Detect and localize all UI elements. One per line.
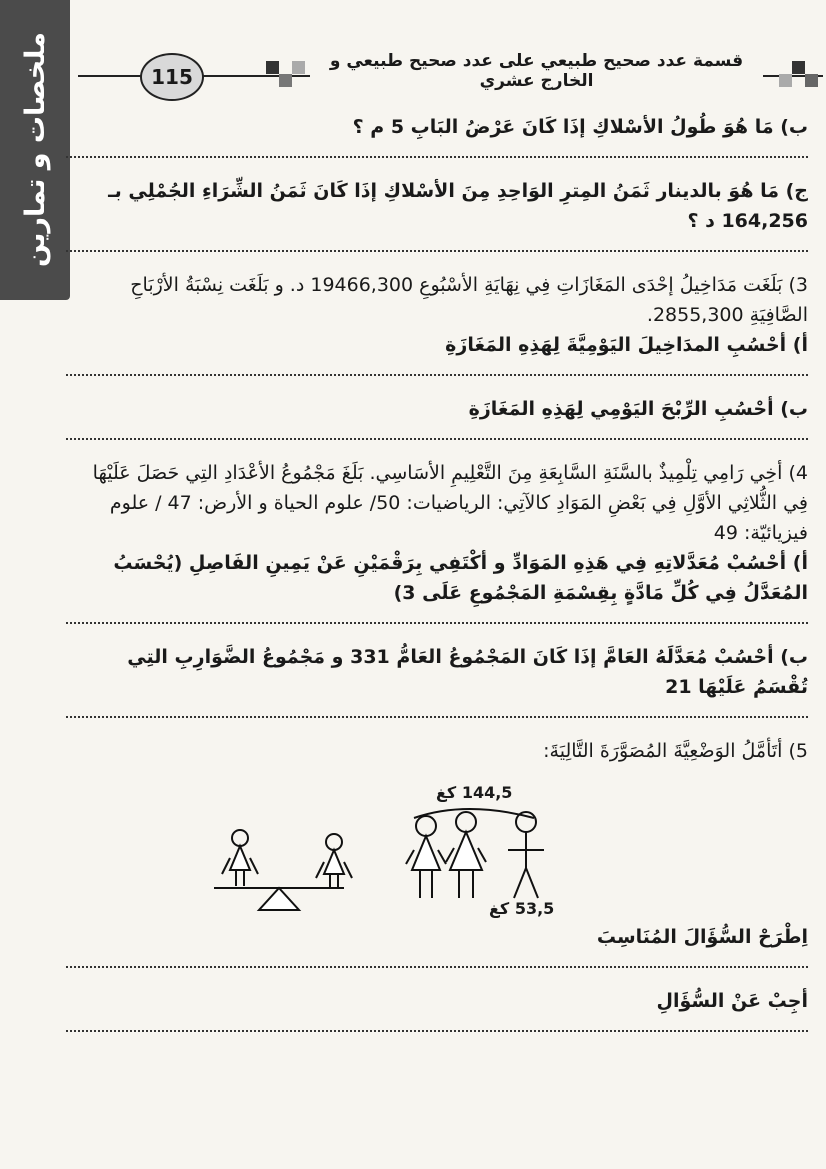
child-left-dress: [230, 846, 250, 870]
answer-line: [66, 716, 808, 718]
q3-part-b: ب) أحْسُبِ الرِّبْحَ اليَوْمِي لِهَذِهِ المَغَازَةِ: [468, 398, 808, 421]
answer-line: [66, 438, 808, 440]
q2-part-c: ج) مَا هُوَ بالدينار ثَمَنُ المِترِ الوَاحِدِ مِنَ الأسْلاكِ إذَا كَانَ ثَمَنُ الشِّرَاءِ الجُمْلِي بـ 164,256 د ؟: [108, 180, 808, 233]
page-number: 115: [151, 65, 193, 89]
page-number-badge: [140, 53, 204, 101]
q4-part-b: ب) أحْسُبْ مُعَدَّلَهُ العَامَّ إذَا كَانَ المَجْمُوعُ العَامُّ 331 و مَجْمُوعُ الضَّوَارِبِ التِي تُقْسَمُ عَلَيْهَا 21: [127, 646, 808, 699]
q5-ask-question: اِطْرَحْ السُّؤَالَ المُنَاسِبَ: [596, 926, 808, 949]
answer-line: [66, 374, 808, 376]
answer-line: [66, 156, 808, 158]
q5-answer-question: أجِبْ عَنْ السُّؤَالِ: [656, 990, 808, 1013]
exercise-content: [66, 112, 808, 1050]
answer-line: [66, 1030, 808, 1032]
decor-squares-left: [266, 61, 304, 89]
person-1-head: [416, 816, 436, 836]
decor-squares-right: [779, 61, 819, 89]
answer-line: [66, 966, 808, 968]
q3-part-a: أ) أحْسُبِ المدَاخِيلَ اليَوْمِيَّةَ لِهَذِهِ المَغَازَةِ: [445, 334, 808, 357]
weight-total-label: 144,5 كغ: [436, 783, 513, 803]
person-2-head: [456, 812, 476, 832]
q4-part-a: أ) أحْسُبْ مُعَدَّلاتِهِ فِي هَذِهِ المَوَادِّ و أكْتَفِي بِرَقْمَيْنِ عَنْ يَمِينِ الفَاصِلِ (يُحْسَبُ المُعَدَّلُ فِي كُلِّ مَادَّةٍ بِقِسْمَةِ المَجْمُوعِ عَلَى 3): [113, 552, 808, 605]
seesaw-figure: [66, 770, 808, 920]
weight-single-label: 53,5 كغ: [489, 899, 555, 919]
header-title: قسمة عدد صحيح طبيعي على عدد صحيح طبيعي و الخارج عشري: [310, 51, 763, 91]
child-right-dress: [324, 850, 344, 874]
q2-part-b: ب) مَا هُوَ طُولُ الأسْلاكِ إذَا كَانَ عَرْضُ البَابِ 5 م ؟: [352, 116, 808, 138]
q3-intro: 3) بَلَغَت مَدَاخِيلُ إحْدَى المَغَازَاتِ فِي نِهَايَةِ الأسْبُوعِ 19466,300 د. و بَلَغَت نِسْبَةُ الأرْبَاحِ الصَّافِيَةِ 2855,300.: [130, 274, 808, 327]
answer-line: [66, 250, 808, 252]
q4-intro: 4) أخِي رَامِي تِلْمِيذٌ بالسَّنَةِ السَّابِعَةِ مِنَ التَّعْلِيمِ الأسَاسِي. بَلَغَ مَجْمُوعُ الأعْدَادِ التِي حَصَلَ عَلَيْهَا فِي الثُّلاثِي الأوَّلِ فِي بَعْضِ المَوَادِ كالآتِي: الرياضيات: 50/ علوم الحياة و الأرض: 47 / علوم فيزيائيّة: 49: [92, 462, 808, 545]
side-tab: [0, 0, 70, 300]
q5-intro: 5) أتَأمَّلُ الوَضْعِيَّةَ المُصَوَّرَةَ التَّالِيَةَ:: [543, 740, 808, 763]
answer-line: [66, 622, 808, 624]
side-tab-label: ملخصات و تمارين: [19, 32, 51, 268]
page-header: [78, 45, 823, 105]
seesaw-pivot: [259, 888, 299, 910]
